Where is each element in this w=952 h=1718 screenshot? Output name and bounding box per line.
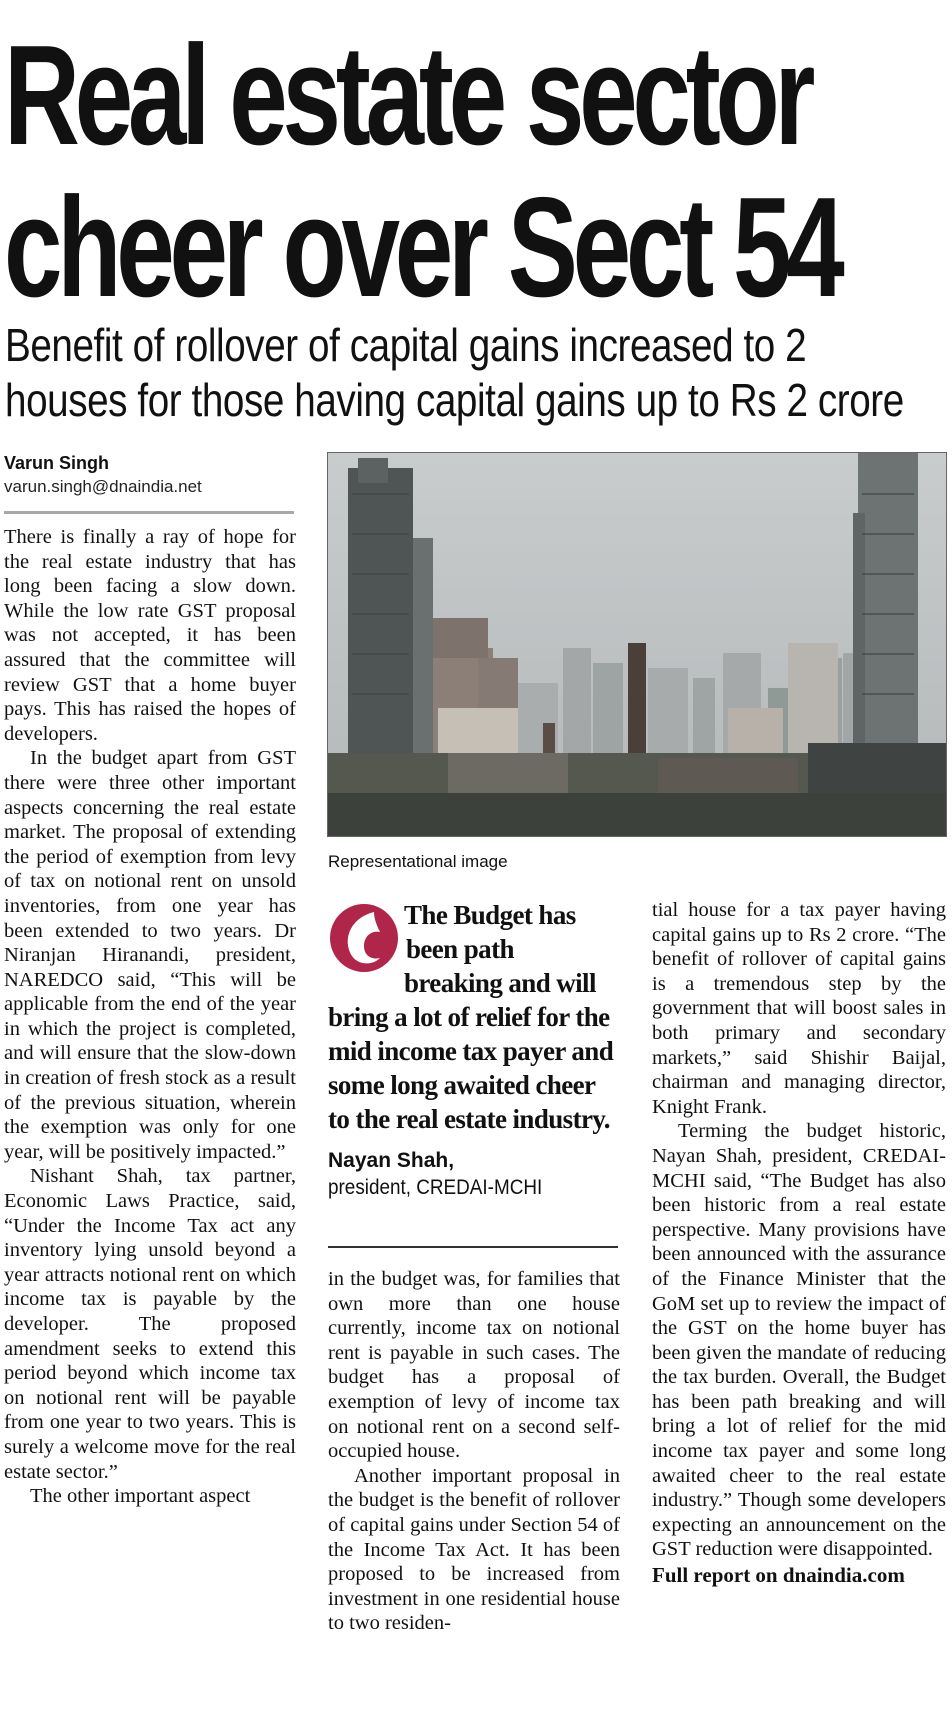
headline-line-2: cheer over Sect 54 bbox=[4, 168, 840, 327]
author-name: Varun Singh bbox=[4, 453, 110, 473]
article-column-1 bbox=[4, 525, 296, 1715]
article-column-3 bbox=[652, 898, 946, 1713]
pull-quote-line: The Budget has bbox=[404, 900, 576, 930]
pull-quote-rest: bring a lot of relief for the mid income tax payer and some long awaited cheer to the real estate industry. bbox=[328, 1002, 614, 1134]
paragraph: tial house for a tax payer having capital gains up to Rs 2 crore. “The benefit of rollover of capital gains is a tremendous step by the government that will boost sales in both primary and secondary markets,” said Shishir Baijal, chairman and managing director, Knight Frank. bbox=[652, 899, 946, 1118]
skyline-image bbox=[328, 453, 947, 837]
paragraph: Another important proposal in the budget is the benefit of rollover of capital gains under Section 54 of the Income Tax Act. It has been proposed to be increased from investment in one residential house to two residen- bbox=[328, 1464, 620, 1635]
headline-line-1: Real estate sector bbox=[4, 16, 811, 175]
quote-mark-icon bbox=[328, 902, 400, 974]
pull-quote-rule bbox=[328, 1246, 618, 1248]
pull-quote-line: been path bbox=[406, 934, 514, 964]
paragraph: In the budget apart from GST there were three other important aspects concerning the real estate market. The proposal of extending the period of exemption from levy of tax on notional rent on unsold inventories, from one year has been extended to two years. Dr Niranjan Hiranandi, president, NAREDCO said, “This will be applicable from the end of the year in which the project is completed, and will ensure that the slow-down in creation of fresh stock as a result of the previous situation, wherein the exemption was only for one year, will be positively impacted.” bbox=[4, 747, 296, 1163]
paragraph: in the budget was, for families that own more than one house currently, income tax on notional rent is payable in such cases. The budget has a proposal of exemption of levy of income tax on notional rent on a second self-occupied house. bbox=[328, 1268, 620, 1463]
pull-quote-attribution-name: Nayan Shah, bbox=[328, 1149, 455, 1172]
deck-line-1: Benefit of rollover of capital gains increased to 2 bbox=[5, 319, 807, 371]
byline-rule bbox=[4, 511, 294, 514]
full-report-link[interactable]: Full report on dnaindia.com bbox=[652, 1563, 905, 1588]
article-column-2 bbox=[328, 1267, 620, 1713]
byline bbox=[4, 452, 294, 498]
pull-quote-line: breaking and will bbox=[404, 968, 596, 998]
headline bbox=[4, 16, 952, 327]
pull-quote-attribution-role: president, CREDAI-MCHI bbox=[328, 1176, 543, 1199]
deck-line-2: houses for those having capital gains up to Rs 2 crore bbox=[5, 374, 904, 426]
paragraph: The other important aspect bbox=[30, 1485, 251, 1508]
pull-quote bbox=[328, 898, 620, 1202]
paragraph: Nishant Shah, tax partner, Economic Laws Practice, said, “Under the Income Tax act any inventory lying unsold beyond a year attracts notional rent on which income tax is payable by the developer. The proposed amendment seeks to extend this period beyond which income tax on notional rent will be payable from one year to two years. This is surely a welcome move for the real estate sector.” bbox=[4, 1165, 296, 1483]
article-photo bbox=[327, 452, 947, 837]
paragraph: There is finally a ray of hope for the real estate industry that has long been facing a slow down. While the low rate GST proposal was not accepted, it has been assured that the committee will review GST that a home buyer pays. This has raised the hopes of developers. bbox=[4, 526, 296, 745]
deck bbox=[5, 318, 952, 428]
author-email: varun.singh@dnaindia.net bbox=[4, 477, 202, 496]
paragraph: Terming the budget historic, Nayan Shah, president, CREDAI-MCHI said, “The Budget has also been historic from a real estate perspective. Many provisions have been announced with the assurance of the Finance Minister that the GoM set up to review the impact of the GST on the home buyer has been given the mandate of reducing the tax burden. Overall, the Budget has been path breaking and will bring a lot of relief for the mid income tax payer and some long awaited cheer to the real estate industry.” Though some developers expecting an announcement on the GST reduction were disappointed. bbox=[652, 1120, 946, 1561]
photo-caption: Representational image bbox=[328, 852, 508, 871]
